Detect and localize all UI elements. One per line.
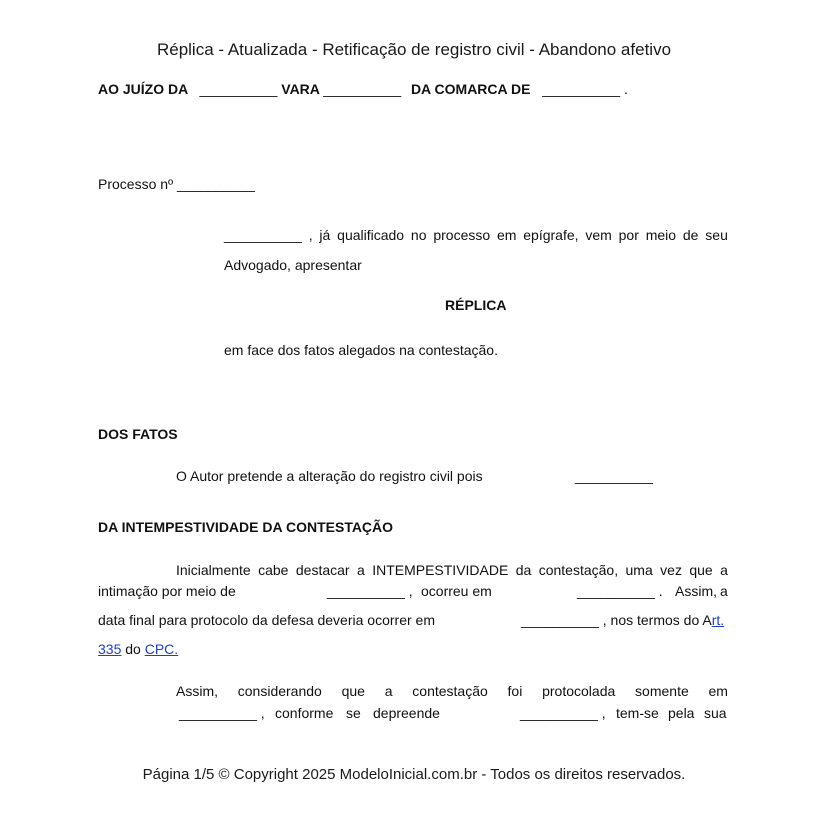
p1-line2-a: a bbox=[720, 583, 728, 599]
p2-line2-pela: pela bbox=[668, 705, 695, 721]
section-heading-intempestividade: DA INTEMPESTIVIDADE DA CONTESTAÇÃO bbox=[98, 519, 394, 535]
p2-word: em bbox=[708, 683, 728, 699]
dos-fatos-blank: __________ bbox=[575, 468, 653, 484]
link-art[interactable]: rt. bbox=[711, 612, 725, 628]
p1-word: Inicialmente bbox=[176, 562, 251, 578]
link-cpc[interactable]: CPC. bbox=[144, 641, 179, 657]
p1-line2-assim: Assim, bbox=[675, 583, 717, 599]
p2-word: Assim, bbox=[176, 683, 218, 699]
intro-word: meio bbox=[645, 227, 677, 243]
blank-comarca: __________ bbox=[542, 81, 621, 97]
p1-word: a bbox=[356, 562, 365, 578]
p1-line3-text: __________ , nos termos do A bbox=[521, 612, 712, 628]
p1-line2-ocorreu: ocorreu em bbox=[421, 583, 492, 599]
p2-line2-blank-2: __________ , bbox=[520, 705, 606, 721]
p2-word: protocolada bbox=[542, 683, 616, 699]
page-footer: Página 1/5 © Copyright 2025 ModeloInicial.com.br - Todos os direitos reservados. bbox=[142, 766, 686, 783]
intro-word: vem bbox=[585, 227, 612, 243]
p1-line4 bbox=[98, 641, 178, 657]
intempestividade-p1-line-1 bbox=[176, 562, 728, 578]
intempestividade-p2-line-1 bbox=[176, 683, 728, 699]
p1-line2-intimacao: intimação por meio de bbox=[98, 583, 236, 599]
addressing-part-1: AO JUÍZO DA bbox=[98, 81, 188, 97]
process-number: Processo nº __________ bbox=[98, 176, 255, 192]
intro-word: por bbox=[618, 227, 639, 243]
p1-line4-do: do bbox=[121, 641, 145, 657]
p2-word: a bbox=[384, 683, 393, 699]
p1-word: que bbox=[689, 562, 713, 578]
document-title: Réplica - Atualizada - Retificação de registro civil - Abandono afetivo bbox=[156, 40, 672, 59]
intro-blank-party: __________ bbox=[224, 227, 302, 243]
p1-word: cabe bbox=[258, 562, 289, 578]
intro-word: epígrafe, bbox=[523, 227, 579, 243]
p1-line3-nos-termos bbox=[521, 612, 724, 628]
p2-word: contestação bbox=[412, 683, 488, 699]
intro-line-2: Advogado, apresentar bbox=[224, 257, 362, 273]
p2-line2-tem-se: tem-se bbox=[616, 705, 659, 721]
addressing-end: . bbox=[624, 81, 628, 97]
p2-line2-conforme: conforme bbox=[275, 705, 334, 721]
addressing-part-3: DA COMARCA DE bbox=[410, 81, 531, 97]
replica-heading: RÉPLICA bbox=[445, 297, 507, 313]
intro-word: já bbox=[319, 227, 331, 243]
intro-word: no bbox=[410, 227, 427, 243]
p1-line2-blank-2: __________ . bbox=[577, 583, 663, 599]
p1-word: destacar bbox=[295, 562, 350, 578]
intro-word: em bbox=[496, 227, 517, 243]
p2-word: considerando bbox=[237, 683, 322, 699]
dos-fatos-text: O Autor pretende a alteração do registro civil pois bbox=[176, 468, 483, 484]
p1-word: vez bbox=[660, 562, 682, 578]
p1-word: da bbox=[515, 562, 532, 578]
p2-line2-blank-1: __________ , bbox=[179, 705, 265, 721]
p1-line2-blank-1: __________ , bbox=[327, 583, 413, 599]
intro-word: , bbox=[308, 227, 313, 243]
p1-word: uma bbox=[625, 562, 653, 578]
p1-word: INTEMPESTIVIDADE bbox=[372, 562, 509, 578]
p2-line2-se: se bbox=[346, 705, 361, 721]
p1-word: contestação, bbox=[538, 562, 619, 578]
blank-vara-name: __________ bbox=[323, 81, 402, 97]
addressing-line bbox=[98, 81, 628, 97]
p1-word: a bbox=[720, 562, 728, 578]
p2-word: foi bbox=[507, 683, 523, 699]
p2-word: somente bbox=[635, 683, 689, 699]
intro-word: de bbox=[682, 227, 699, 243]
link-335[interactable]: 335 bbox=[98, 641, 122, 657]
p1-line3-data-final: data final para protocolo da defesa deveria ocorrer em bbox=[98, 612, 435, 628]
intro-line-1 bbox=[224, 227, 728, 243]
p2-word: que bbox=[341, 683, 365, 699]
p2-line2-depreende: depreende bbox=[373, 705, 440, 721]
intro-word: seu bbox=[705, 227, 728, 243]
addressing-part-2: VARA bbox=[281, 81, 320, 97]
p2-line2-sua: sua bbox=[704, 705, 727, 721]
intro-word: qualificado bbox=[337, 227, 405, 243]
intro-word: processo bbox=[433, 227, 491, 243]
section-heading-dos-fatos: DOS FATOS bbox=[98, 426, 178, 442]
blank-vara-number: __________ bbox=[199, 81, 278, 97]
em-face-text: em face dos fatos alegados na contestação. bbox=[224, 342, 498, 358]
